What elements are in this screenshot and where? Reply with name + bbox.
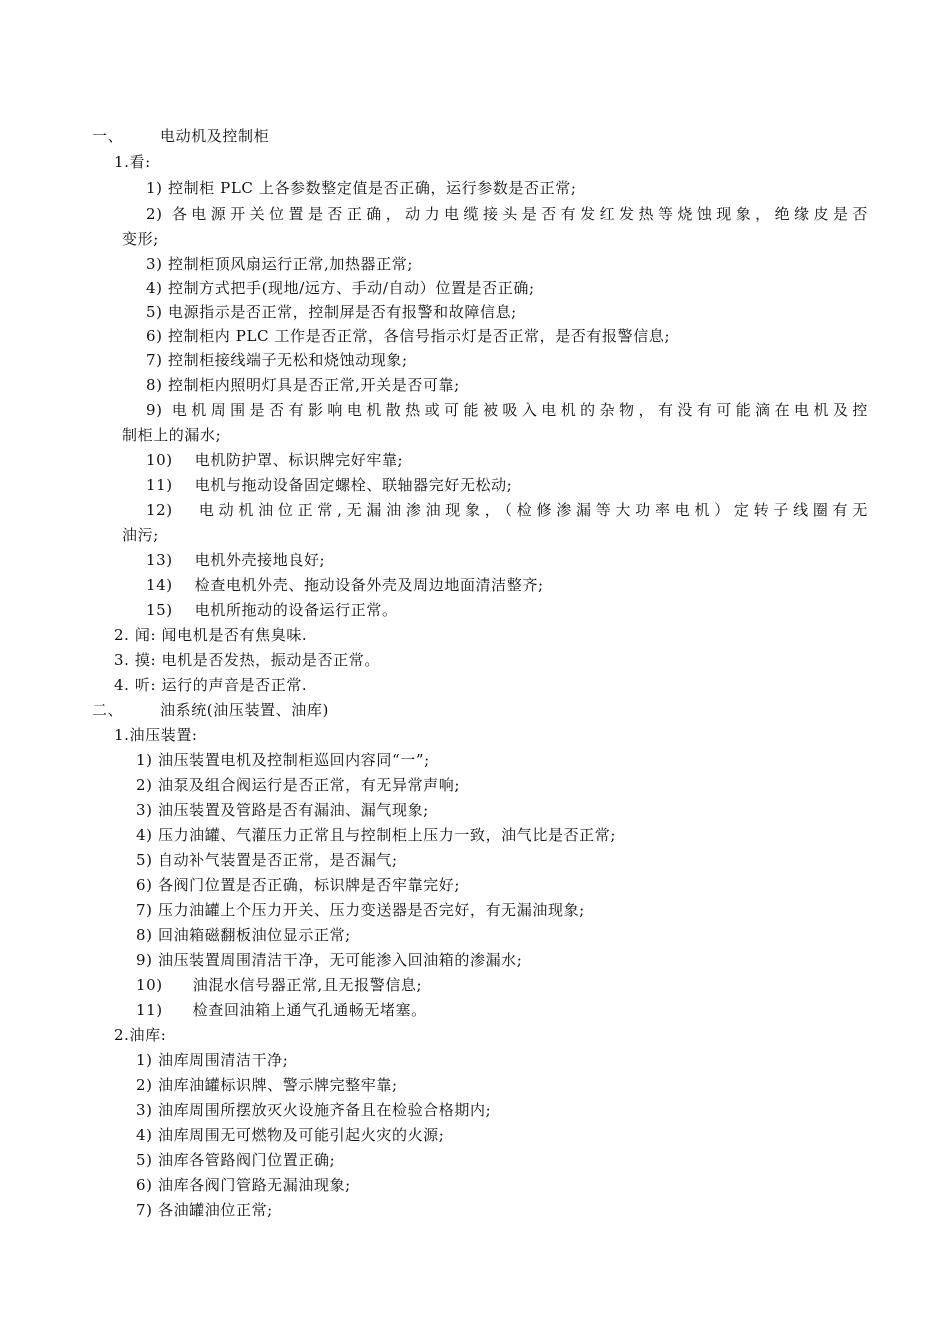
item-text: 检查电机外壳、拖动设备外壳及周边地面清洁整齐; <box>194 576 544 594</box>
list-item <box>146 549 325 571</box>
list-item <box>136 799 429 821</box>
item-number: 7) <box>136 901 153 919</box>
list-item-continuation: 变形; <box>122 230 159 248</box>
section-title: 油系统(油压装置、油库) <box>160 701 329 719</box>
list-item <box>146 474 512 496</box>
item-text: 控制柜内 PLC 工作是否正常，各信号指示灯是否正常，是否有报警信息; <box>167 327 671 345</box>
item-text: 电机外壳接地良好; <box>194 551 326 569</box>
section-heading <box>92 125 269 147</box>
item-text: 控制柜顶风扇运行正常,加热器正常; <box>167 255 414 273</box>
item-text: 压力油罐、气灌压力正常且与控制柜上压力一致，油气比是否正常; <box>157 826 617 844</box>
item-number: 12) <box>146 501 173 519</box>
list-item <box>136 1074 398 1096</box>
list-item <box>136 849 398 871</box>
item-text: 各电源开关位置是否正确，动力电缆接头是否有发红发热等烧蚀现象，绝缘皮是否 <box>171 205 868 223</box>
list-item <box>136 1049 288 1071</box>
list-item <box>146 399 868 421</box>
group-number: 4. <box>114 676 130 694</box>
item-text: 电源指示是否正常，控制屏是否有报警和故障信息; <box>167 303 517 321</box>
group-heading <box>114 649 380 671</box>
list-item <box>136 1099 491 1121</box>
list-item <box>136 924 351 946</box>
list-item <box>146 301 517 323</box>
group-heading <box>114 151 151 173</box>
item-number: 6) <box>136 876 153 894</box>
group-text: 运行的声音是否正常. <box>161 676 308 694</box>
section-heading <box>92 699 329 721</box>
group-title: 听: <box>134 676 157 694</box>
item-text: 油泵及组合阀运行是否正常，有无异常声响; <box>157 776 461 794</box>
list-item <box>136 949 522 971</box>
item-number: 5) <box>146 303 163 321</box>
item-text: 各阀门位置是否正确，标识牌是否牢靠完好; <box>157 876 461 894</box>
item-number: 1) <box>146 179 163 197</box>
list-item <box>136 1199 273 1221</box>
group-title: 闻: <box>134 626 157 644</box>
item-number: 4) <box>136 826 153 844</box>
list-item <box>146 203 868 225</box>
group-text: 电机是否发热，振动是否正常。 <box>161 651 380 669</box>
item-text: 电机周围是否有影响电机散热或可能被吸入电机的杂物，有没有可能滴在电机及控 <box>171 401 868 419</box>
item-number: 13) <box>146 551 173 569</box>
list-item <box>146 277 535 299</box>
item-text: 油库各管路阀门位置正确; <box>157 1151 336 1169</box>
item-number: 4) <box>146 279 163 297</box>
section-number: 二、 <box>92 701 124 719</box>
item-number: 11) <box>146 476 173 494</box>
list-item <box>146 253 413 275</box>
list-item <box>146 374 460 396</box>
item-text: 控制柜接线端子无松和烧蚀动现象; <box>167 351 408 369</box>
item-number: 7) <box>136 1201 153 1219</box>
list-item <box>136 824 616 846</box>
group-number: 2. <box>114 1026 130 1044</box>
group-number: 2. <box>114 626 130 644</box>
item-text: 油库油罐标识牌、警示牌完整牢靠; <box>157 1076 398 1094</box>
group-title: 油库: <box>129 1026 167 1044</box>
group-number: 1. <box>114 153 130 171</box>
list-item <box>146 599 398 621</box>
item-text: 检查回油箱上通气孔通畅无堵塞。 <box>192 1001 427 1019</box>
list-item <box>136 1124 444 1146</box>
group-title: 油压装置: <box>129 726 198 744</box>
item-number: 10) <box>146 451 173 469</box>
list-item <box>146 349 408 371</box>
section-number: 一、 <box>92 127 124 145</box>
item-number: 8) <box>136 926 153 944</box>
list-item <box>136 999 427 1021</box>
item-number: 9) <box>146 401 163 419</box>
item-text: 各油罐油位正常; <box>157 1201 273 1219</box>
list-item <box>136 1174 351 1196</box>
item-text: 油库各阀门管路无漏油现象; <box>157 1176 351 1194</box>
item-number: 14) <box>146 576 173 594</box>
group-title: 看: <box>129 153 151 171</box>
section-title: 电动机及控制柜 <box>160 127 270 145</box>
item-text: 油混水信号器正常,且无报警信息; <box>192 976 423 994</box>
item-number: 9) <box>136 951 153 969</box>
group-heading <box>114 674 307 696</box>
list-item <box>146 177 577 199</box>
item-number: 1) <box>136 1051 153 1069</box>
list-item <box>136 899 585 921</box>
item-number: 3) <box>146 255 163 273</box>
list-item <box>146 499 868 521</box>
item-number: 10) <box>136 976 163 994</box>
list-item <box>146 449 403 471</box>
item-text: 油压装置电机及控制柜巡回内容同“一”; <box>157 751 430 769</box>
item-number: 11) <box>136 1001 163 1019</box>
group-title: 摸: <box>134 651 157 669</box>
list-item <box>136 749 430 771</box>
item-number: 5) <box>136 851 153 869</box>
item-text: 电机所拖动的设备运行正常。 <box>194 601 398 619</box>
item-text: 油压装置及管路是否有漏油、漏气现象; <box>157 801 429 819</box>
item-text: 油库周围清洁干净; <box>157 1051 289 1069</box>
item-text: 电机与拖动设备固定螺栓、联轴器完好无松动; <box>194 476 513 494</box>
item-text: 电动机油位正常,无漏油渗油现象，（检修渗漏等大功率电机）定转子线圈有无 <box>194 501 868 519</box>
item-text: 自动补气装置是否正常，是否漏气; <box>157 851 398 869</box>
item-number: 8) <box>146 376 163 394</box>
list-item <box>146 574 544 596</box>
item-number: 7) <box>146 351 163 369</box>
group-heading <box>114 724 198 746</box>
item-text: 油库周围无可燃物及可能引起火灾的火源; <box>157 1126 445 1144</box>
item-number: 6) <box>136 1176 153 1194</box>
group-heading <box>114 624 307 646</box>
list-item <box>136 1149 335 1171</box>
group-heading <box>114 1024 166 1046</box>
item-text: 控制柜内照明灯具是否正常,开关是否可靠; <box>167 376 460 394</box>
list-item-continuation: 油污; <box>122 526 159 544</box>
item-text: 回油箱磁翻板油位显示正常; <box>157 926 351 944</box>
item-text: 电机防护罩、标识牌完好牢靠; <box>194 451 404 469</box>
item-number: 3) <box>136 801 153 819</box>
list-item <box>136 774 460 796</box>
item-number: 2) <box>146 205 163 223</box>
group-number: 3. <box>114 651 130 669</box>
item-text: 压力油罐上个压力开关、压力变送器是否完好，有无漏油现象; <box>157 901 585 919</box>
list-item <box>136 874 460 896</box>
item-number: 2) <box>136 1076 153 1094</box>
item-number: 5) <box>136 1151 153 1169</box>
item-text: 控制柜 PLC 上各参数整定值是否正确，运行参数是否正常; <box>167 179 577 197</box>
item-number: 6) <box>146 327 163 345</box>
item-number: 15) <box>146 601 173 619</box>
item-number: 4) <box>136 1126 153 1144</box>
list-item <box>146 325 670 347</box>
item-text: 油库周围所摆放灭火设施齐备且在检验合格期内; <box>157 1101 492 1119</box>
list-item <box>136 974 422 996</box>
group-text: 闻电机是否有焦臭味. <box>161 626 308 644</box>
item-text: 控制方式把手(现地/远方、手动/自动）位置是否正确; <box>167 279 535 297</box>
item-number: 1) <box>136 751 153 769</box>
item-text: 油压装置周围清洁干净，无可能渗入回油箱的渗漏水; <box>157 951 523 969</box>
item-number: 3) <box>136 1101 153 1119</box>
group-number: 1. <box>114 726 130 744</box>
item-number: 2) <box>136 776 153 794</box>
list-item-continuation: 制柜上的漏水; <box>122 426 222 444</box>
